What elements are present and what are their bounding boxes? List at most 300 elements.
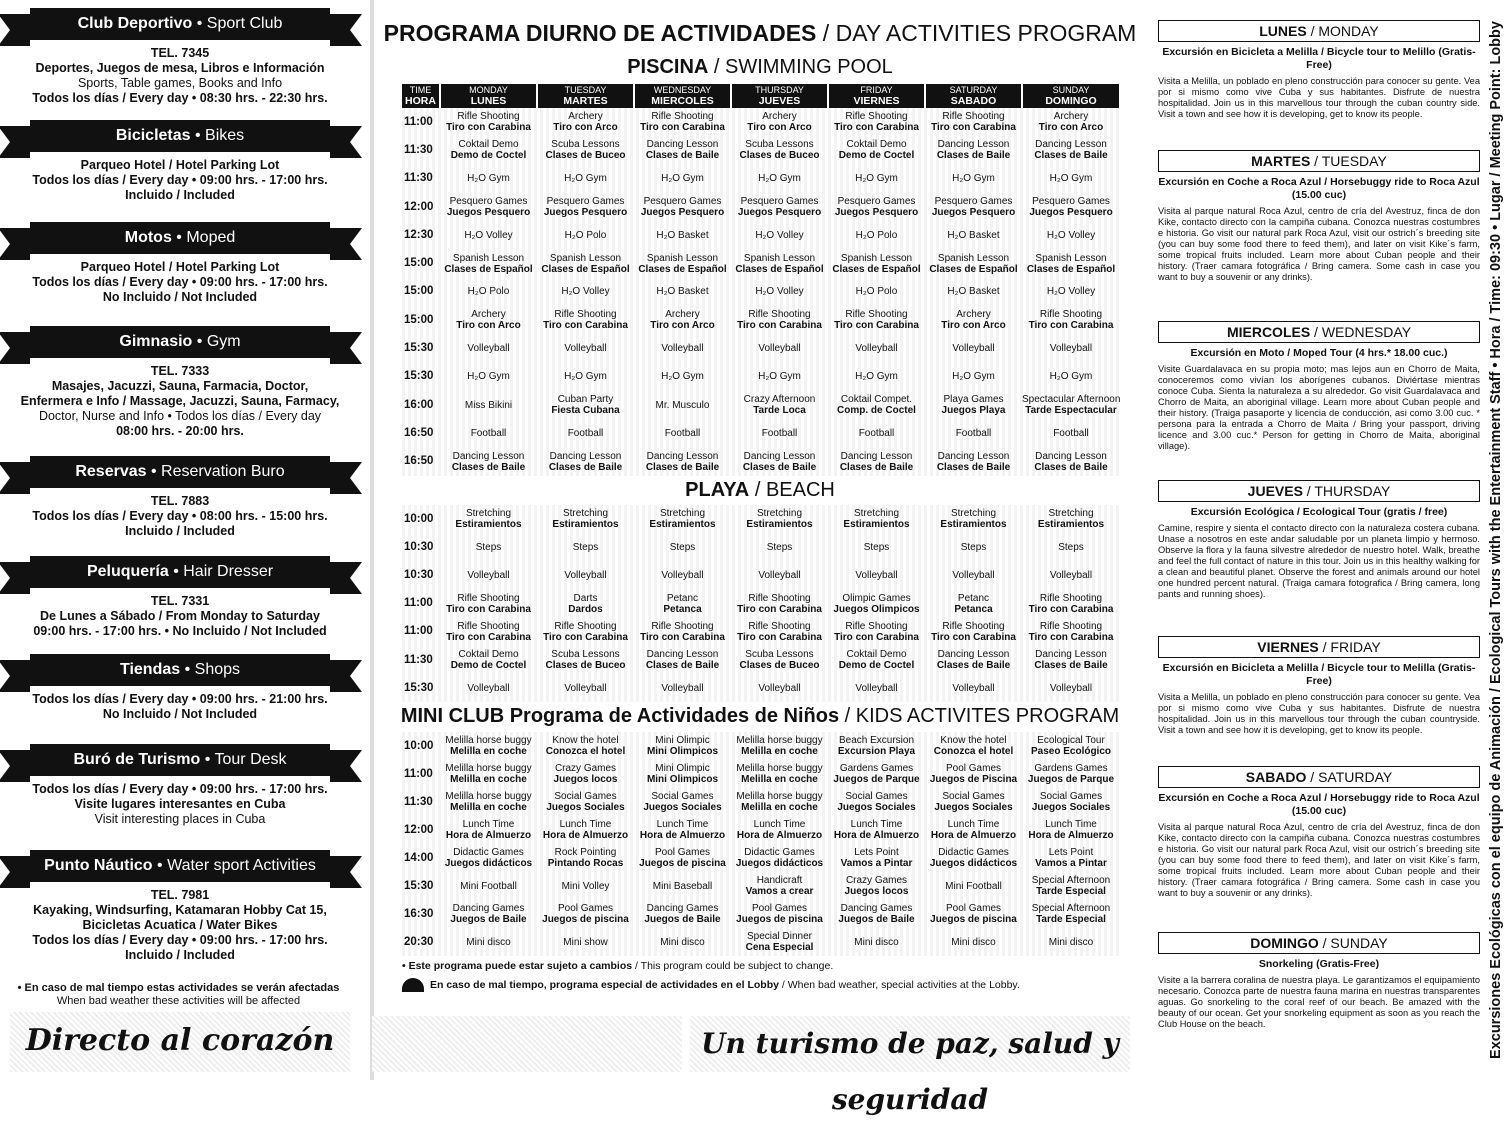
time-cell: 20:30 — [404, 935, 434, 948]
table-row — [402, 363, 1120, 391]
weather-note: En caso de mal tiempo, programa especial de actividades en el Lobby / When bad weather, special activities at the Lobby. — [402, 978, 1020, 992]
activity-cell — [925, 900, 1022, 928]
activity-es: Vamos a Pintar — [840, 858, 913, 869]
activity-en: Scuba Lessons — [745, 139, 814, 151]
activity-es: Juegos didácticos — [929, 858, 1018, 869]
activity-en: Rifle Shooting — [748, 620, 811, 632]
change-note: • Este programa puede estar sujeto a cambios / This program could be subject to change. — [402, 960, 834, 972]
activity-cell — [925, 221, 1022, 249]
activity-en: Football — [1053, 427, 1089, 439]
table-row — [402, 590, 1120, 618]
table-row — [402, 334, 1120, 362]
activity-cell — [731, 844, 828, 872]
activity-cell — [1022, 844, 1120, 872]
activity-cell — [925, 193, 1022, 221]
activity-es: Melilla en coche — [741, 746, 818, 757]
service-info-line: Todos los días / Every day • 09:00 hrs. - 21:00 hrs. — [32, 692, 328, 706]
pool-heading: PISCINA / SWIMMING POOL — [627, 56, 893, 78]
activity-en: Pesquero Games — [837, 196, 916, 208]
activity-en: H₂O Volley — [755, 229, 804, 241]
activity-en: Dancing Lesson — [549, 450, 622, 462]
time-cell: 11:30 — [404, 795, 433, 808]
activity-es: Tiro con Arco — [747, 122, 812, 134]
activity-en: Volleyball — [855, 682, 898, 694]
service-info-line: TEL. 7981 — [150, 888, 210, 902]
activity-en: Rifle Shooting — [1039, 620, 1103, 632]
activity-es: Juegos Olimpicos — [833, 603, 920, 615]
service-info-line: Visite lugares interesantes en Cuba — [74, 797, 286, 811]
activity-cell — [440, 732, 537, 760]
activity-en: H₂O Gym — [564, 371, 607, 383]
activity-cell — [1022, 618, 1120, 646]
activity-en: H₂O Polo — [855, 286, 898, 298]
activity-en: Melilla horse buggy — [445, 791, 532, 802]
activity-cell — [537, 872, 634, 900]
activity-cell — [828, 165, 925, 193]
activity-cell — [537, 788, 634, 816]
activity-es: Juegos didácticos — [735, 858, 824, 869]
activity-en: Football — [567, 427, 604, 439]
service-title: Punto Náutico — [44, 857, 153, 874]
activity-es: Clases de Baile — [936, 150, 1011, 162]
activity-en: Know the hotel — [552, 735, 619, 746]
service-title: Gimnasio — [119, 333, 193, 350]
activity-es: Melilla en coche — [450, 746, 527, 757]
activity-en: Stretching — [659, 508, 706, 520]
time-cell: 11:30 — [404, 653, 433, 666]
activity-es: Clases de Español — [929, 263, 1018, 275]
activity-cell — [1022, 136, 1120, 164]
time-cell: 12:30 — [404, 228, 434, 241]
excursion-description: Visita al parque natural Roca Azul, centro de cría del Avestruz, finca de don Kike, contacto directo con la campiña cubana. Conozca nuestras costumbres e historia. Go visit our natural park Roca Azul, visit our ostrich´s breeding site (you can buy some food there to feed them), and later on visit Kike´s farm, some tropical fruits included. Learn more about Cuban people and their history. (Traer camara fotográfica / Bring camera. Some cash in case you want to buy a souvenir or any drinks). — [1158, 822, 1480, 898]
activity-cell — [634, 448, 731, 476]
activity-cell — [537, 278, 634, 306]
activity-cell — [828, 136, 925, 164]
activity-cell — [731, 334, 828, 362]
activity-cell — [1022, 306, 1120, 334]
activity-en: Pesquero Games — [740, 196, 819, 208]
activity-en: H₂O Volley — [755, 286, 804, 298]
activity-en: Coktail Demo — [846, 139, 907, 151]
day-heading: LUNES / MONDAY — [1158, 20, 1480, 42]
activity-en: Volleyball — [1049, 343, 1093, 355]
activity-cell — [731, 419, 828, 447]
activity-en: Spanish Lesson — [840, 252, 913, 264]
activity-cell — [634, 788, 731, 816]
activity-en: Volleyball — [467, 682, 510, 694]
activity-es: Mini Olimpicos — [646, 774, 719, 785]
activity-en: Mini disco — [466, 936, 511, 948]
service-info-line: Todos los días / Every day • 08:30 hrs. - 22:30 hrs. — [32, 91, 328, 105]
activity-cell — [440, 844, 537, 872]
activity-en: Melilla horse buggy — [736, 763, 823, 774]
time-cell: 15:30 — [404, 370, 434, 383]
activity-en: Ecological Tour — [1037, 735, 1105, 746]
time-cell: 15:00 — [404, 285, 434, 298]
activity-es: Tarde Loca — [753, 405, 806, 417]
day-column-header: THURSDAY JUEVES — [731, 84, 828, 108]
excursion-day — [1158, 766, 1480, 899]
service-block — [0, 120, 360, 203]
activity-cell — [537, 221, 634, 249]
activity-es: Tiro con Carabina — [446, 122, 531, 134]
excursion-day — [1158, 150, 1480, 283]
activity-cell — [731, 928, 828, 956]
activity-es: Tiro con Carabina — [737, 320, 822, 332]
activity-cell — [925, 165, 1022, 193]
table-row — [402, 249, 1120, 277]
activity-cell — [731, 646, 828, 674]
pool-schedule-table — [402, 84, 1121, 476]
table-row — [402, 674, 1120, 702]
table-row — [402, 872, 1120, 900]
table-row — [402, 618, 1120, 646]
activity-en: Playa Games — [943, 394, 1004, 406]
activity-cell — [1022, 872, 1120, 900]
activity-en: Lunch Time — [947, 819, 1000, 830]
activity-cell — [828, 872, 925, 900]
activity-cell — [828, 732, 925, 760]
activity-cell — [1022, 165, 1120, 193]
activity-en: Volleyball — [952, 569, 995, 581]
activity-en: Mini Volley — [561, 880, 610, 892]
activity-en: Petanc — [666, 592, 699, 604]
activity-cell — [537, 928, 634, 956]
activity-cell — [537, 165, 634, 193]
activity-cell — [537, 900, 634, 928]
activity-cell — [634, 221, 731, 249]
service-title: Club Deportivo — [77, 15, 193, 32]
activity-cell — [537, 533, 634, 561]
service-info-line: Parqueo Hotel / Hotel Parking Lot — [80, 158, 280, 172]
activity-cell — [731, 363, 828, 391]
activity-en: Volleyball — [758, 569, 801, 581]
table-row — [402, 760, 1120, 788]
activity-es: Hora de Almuerzo — [639, 830, 726, 841]
service-banner: Gimnasio • Gym — [30, 326, 330, 358]
activity-en: Football — [858, 427, 895, 439]
excursion-day — [1158, 480, 1480, 600]
beach-schedule-table — [402, 505, 1120, 702]
activity-es: Melilla en coche — [741, 774, 818, 785]
time-cell: 15:00 — [404, 257, 434, 270]
time-cell: 11:00 — [404, 597, 433, 610]
activity-en: Rifle Shooting — [1039, 592, 1103, 604]
activity-en: Rifle Shooting — [651, 111, 714, 123]
activity-es: Petanca — [954, 603, 993, 615]
activity-es: Tiro con Carabina — [737, 631, 822, 643]
service-banner: Motos • Moped — [30, 222, 330, 254]
activity-en: Dancing Lesson — [937, 649, 1010, 661]
activity-en: H₂O Gym — [758, 371, 801, 383]
activity-en: Volleyball — [467, 569, 510, 581]
service-info-line: No Incluido / Not Included — [102, 290, 258, 304]
activity-en: Lets Point — [854, 847, 899, 858]
activity-en: H₂O Basket — [656, 229, 709, 241]
activity-es: Estiramientos — [843, 519, 910, 531]
activity-es: Juegos Pesquero — [446, 207, 531, 219]
activity-en: Melilla horse buggy — [736, 791, 823, 802]
excursion-day — [1158, 321, 1480, 452]
activity-es: Clases de Español — [638, 263, 727, 275]
activity-cell — [1022, 816, 1120, 844]
activity-cell — [925, 334, 1022, 362]
activities-program — [370, 0, 1150, 1116]
activity-es: Clases de Español — [1026, 263, 1116, 275]
activity-es: Clases de Buceo — [545, 150, 626, 162]
time-cell: 16:50 — [404, 426, 434, 439]
table-row — [402, 391, 1120, 419]
activity-cell — [634, 900, 731, 928]
activity-en: H₂O Volley — [1046, 229, 1096, 241]
activity-en: Rifle Shooting — [457, 620, 520, 632]
activity-cell — [828, 788, 925, 816]
activity-cell — [1022, 221, 1120, 249]
activity-es: Tiro con Arco — [650, 320, 715, 332]
time-cell: 10:00 — [404, 512, 434, 525]
activity-en: Rifle Shooting — [845, 111, 908, 123]
activity-cell — [828, 334, 925, 362]
time-cell: 10:00 — [404, 739, 434, 752]
service-block — [0, 8, 360, 106]
service-info-line: Kayaking, Windsurfing, Katamaran Hobby Cat 15, — [33, 903, 327, 917]
activity-en: Volleyball — [467, 343, 510, 355]
activity-cell — [440, 505, 537, 533]
time-cell: 16:00 — [404, 398, 434, 411]
service-subtitle: Tour Desk — [214, 751, 287, 768]
activity-en: Spanish Lesson — [743, 252, 816, 264]
excursion-description: Visita a Melilla, un poblado en pleno construcción para conocer su gente. Vea por si mismo como vive Cuba y sus habitantes. Disfrute de nuestra hospitalidad. Join us in this marvellous tour through the cuban countryside. Visit a town and see how it is developing, get to know its people. — [1158, 692, 1480, 735]
activity-en: Didactic Games — [938, 847, 1009, 858]
activity-cell — [731, 732, 828, 760]
excursion-title: Excursión en Coche a Roca Azul / Horsebuggy ride to Roca Azul (15.00 cuc) — [1158, 792, 1480, 817]
activity-cell — [1022, 391, 1120, 419]
excursion-description: Visite a la barrera coralina de nuestra playa. Le garantizamos el equipamiento necesario. Conozca parte de nuestra fauna marina en nuestras transparentes aguas. Go snorkeling to the coral reef of our beach. Be amazed with the beauty of our ocean. Get your snorkeling equipment as soon as you reach the Club House on the beach. — [1158, 975, 1480, 1029]
activity-es: Juegos Sociales — [934, 802, 1013, 813]
activity-cell — [828, 646, 925, 674]
activity-en: Scuba Lessons — [551, 139, 620, 151]
activity-en: Volleyball — [952, 682, 995, 694]
activity-en: Steps — [475, 541, 502, 553]
activity-cell — [828, 928, 925, 956]
activity-en: Volleyball — [564, 682, 607, 694]
time-cell: 15:30 — [404, 879, 434, 892]
activity-cell — [440, 590, 537, 618]
activity-cell — [537, 561, 634, 589]
activity-en: H₂O Gym — [758, 173, 801, 185]
activity-en: H₂O Basket — [947, 286, 1000, 298]
activity-en: Coktail Demo — [458, 649, 519, 661]
activity-en: H₂O Volley — [1046, 286, 1096, 298]
activity-cell — [1022, 590, 1120, 618]
activity-cell — [1022, 788, 1120, 816]
activity-en: Football — [664, 427, 701, 439]
table-row — [402, 278, 1120, 306]
activity-cell — [1022, 363, 1120, 391]
activity-cell — [440, 816, 537, 844]
activity-en: Dancing Lesson — [646, 139, 719, 151]
activity-cell — [731, 590, 828, 618]
activity-en: H₂O Gym — [1049, 371, 1093, 383]
activity-cell — [537, 646, 634, 674]
activity-en: Rock Pointing — [554, 847, 617, 858]
activity-es: Juegos de piscina — [736, 914, 823, 925]
activity-es: Juegos de piscina — [542, 914, 629, 925]
activity-cell — [1022, 900, 1120, 928]
activity-cell — [828, 760, 925, 788]
activity-cell — [828, 249, 925, 277]
table-row — [402, 533, 1120, 561]
activity-cell — [537, 816, 634, 844]
table-row — [402, 844, 1120, 872]
activity-es: Clases de Baile — [742, 461, 817, 473]
activity-en: Dancing Lesson — [1035, 139, 1107, 151]
activity-cell — [925, 788, 1022, 816]
activity-cell — [925, 136, 1022, 164]
activity-es: Juegos didácticos — [444, 858, 533, 869]
activity-en: Crazy Afternoon — [743, 394, 816, 406]
activity-cell — [440, 760, 537, 788]
activity-cell — [537, 590, 634, 618]
day-column-header: TUESDAY MARTES — [537, 84, 634, 108]
activity-es: Clases de Español — [444, 263, 533, 275]
activity-es: Conozca el hotel — [933, 746, 1014, 757]
activity-cell — [925, 419, 1022, 447]
activity-cell — [731, 505, 828, 533]
activity-cell — [537, 844, 634, 872]
activity-en: Gardens Games — [1034, 763, 1108, 774]
excursion-title: Excursión en Moto / Moped Tour (4 hrs.* 18.00 cuc.) — [1190, 347, 1448, 359]
activity-en: Social Games — [942, 791, 1005, 802]
service-info-line: Deportes, Juegos de mesa, Libros e Información — [35, 61, 325, 75]
activity-cell — [634, 618, 731, 646]
activity-en: Volleyball — [952, 343, 995, 355]
activity-es: Tiro con Carabina — [834, 122, 919, 134]
table-row — [402, 732, 1120, 760]
activity-en: Lunch Time — [753, 819, 806, 830]
activity-cell — [1022, 760, 1120, 788]
vertical-meeting-info: Excursiones Ecológicas con el equipo de Animación / Ecological Tours with the Entertainment Staff • Hora / Time: 09:30 • Lugar / Meeting Point: Lobby — [1488, 21, 1504, 1059]
activity-cell — [537, 334, 634, 362]
activity-cell — [440, 533, 537, 561]
service-banner: Reservas • Reservation Buro — [30, 456, 330, 488]
activity-es: Tiro con Carabina — [931, 122, 1016, 134]
activity-cell — [1022, 561, 1120, 589]
activity-es: Estiramientos — [1037, 519, 1105, 531]
activity-es: Clases de Español — [541, 263, 630, 275]
activity-cell — [1022, 674, 1120, 702]
service-info-line: 09:00 hrs. - 17:00 hrs. • No Incluido / Not Included — [33, 624, 327, 638]
activity-es: Paseo Ecológico — [1030, 746, 1112, 757]
activity-cell — [731, 448, 828, 476]
activity-es: Juegos de piscina — [639, 858, 726, 869]
activity-cell — [731, 391, 828, 419]
service-banner: Tiendas • Shops — [30, 654, 330, 686]
activity-en: H₂O Gym — [467, 173, 510, 185]
activity-cell — [634, 732, 731, 760]
activity-es: Tiro con Carabina — [834, 631, 919, 643]
activity-es: Tiro con Carabina — [640, 631, 725, 643]
activity-es: Clases de Baile — [1034, 461, 1108, 473]
activity-en: Petanc — [957, 592, 990, 604]
activity-cell — [440, 334, 537, 362]
activity-cell — [828, 844, 925, 872]
activity-es: Demo de Coctel — [450, 150, 527, 162]
service-block — [0, 222, 360, 305]
activity-cell — [731, 136, 828, 164]
activity-cell — [634, 334, 731, 362]
activity-en: Football — [761, 427, 798, 439]
activity-en: Archery — [762, 111, 797, 123]
activity-es: Hora de Almuerzo — [833, 830, 920, 841]
activity-en: H₂O Polo — [467, 286, 510, 298]
activity-en: Rifle Shooting — [845, 309, 908, 321]
service-info-line: Todos los días / Every day • 09:00 hrs. - 17:00 hrs. — [32, 275, 328, 289]
service-title: Reservas — [75, 463, 147, 480]
activity-cell — [537, 391, 634, 419]
activity-en: Stretching — [853, 508, 900, 520]
activity-es: Tiro con Carabina — [446, 603, 531, 615]
activity-en: H₂O Gym — [467, 371, 510, 383]
table-row — [402, 928, 1120, 956]
activity-cell — [537, 419, 634, 447]
activity-en: Rifle Shooting — [942, 111, 1005, 123]
activity-en: H₂O Basket — [947, 229, 1000, 241]
activity-es: Juegos Sociales — [1031, 802, 1111, 813]
activity-cell — [925, 844, 1022, 872]
activity-en: Crazy Games — [554, 763, 617, 774]
activity-en: Pesquero Games — [449, 196, 528, 208]
activity-cell — [634, 363, 731, 391]
activity-cell — [634, 816, 731, 844]
service-title: Tiendas — [119, 661, 181, 678]
service-info-line: Parqueo Hotel / Hotel Parking Lot — [80, 260, 280, 274]
activity-cell — [828, 533, 925, 561]
activity-en: Coktail Compet. — [840, 394, 913, 406]
activity-en: Mr. Musculo — [655, 399, 710, 411]
service-block — [0, 456, 360, 539]
activity-en: Scuba Lessons — [745, 649, 814, 661]
day-column-header: SUNDAY DOMINGO — [1022, 84, 1120, 108]
activity-es: Juegos de Baile — [644, 914, 721, 925]
activity-cell — [440, 928, 537, 956]
service-info-line: Todos los días / Every day • 09:00 hrs. - 17:00 hrs. — [32, 173, 328, 187]
activity-en: Special Afternoon — [1031, 903, 1111, 914]
activity-es: Conozca el hotel — [545, 746, 626, 757]
activity-cell — [731, 561, 828, 589]
excursion-title: Excursión en Coche a Roca Azul / Horsebuggy ride to Roca Azul (15.00 cuc) — [1158, 176, 1480, 201]
activity-en: Stretching — [1048, 508, 1094, 520]
activity-cell — [634, 646, 731, 674]
activity-cell — [828, 108, 925, 136]
activity-en: H₂O Gym — [1049, 173, 1093, 185]
service-subtitle: Bikes — [205, 127, 245, 144]
activity-cell — [1022, 732, 1120, 760]
activity-en: Rifle Shooting — [942, 620, 1005, 632]
service-title: Motos — [124, 229, 172, 246]
activity-es: Clases de Baile — [548, 461, 623, 473]
activity-en: Volleyball — [661, 569, 704, 581]
activity-cell — [440, 165, 537, 193]
service-info-line: Incluido / Included — [125, 948, 235, 962]
table-row — [402, 419, 1120, 447]
activity-cell — [634, 306, 731, 334]
activity-cell — [731, 872, 828, 900]
day-column-header: WEDNESDAY MIERCOLES — [634, 84, 731, 108]
activity-en: H₂O Gym — [661, 173, 704, 185]
activity-es: Juegos Pesquero — [737, 207, 822, 219]
table-row — [402, 816, 1120, 844]
